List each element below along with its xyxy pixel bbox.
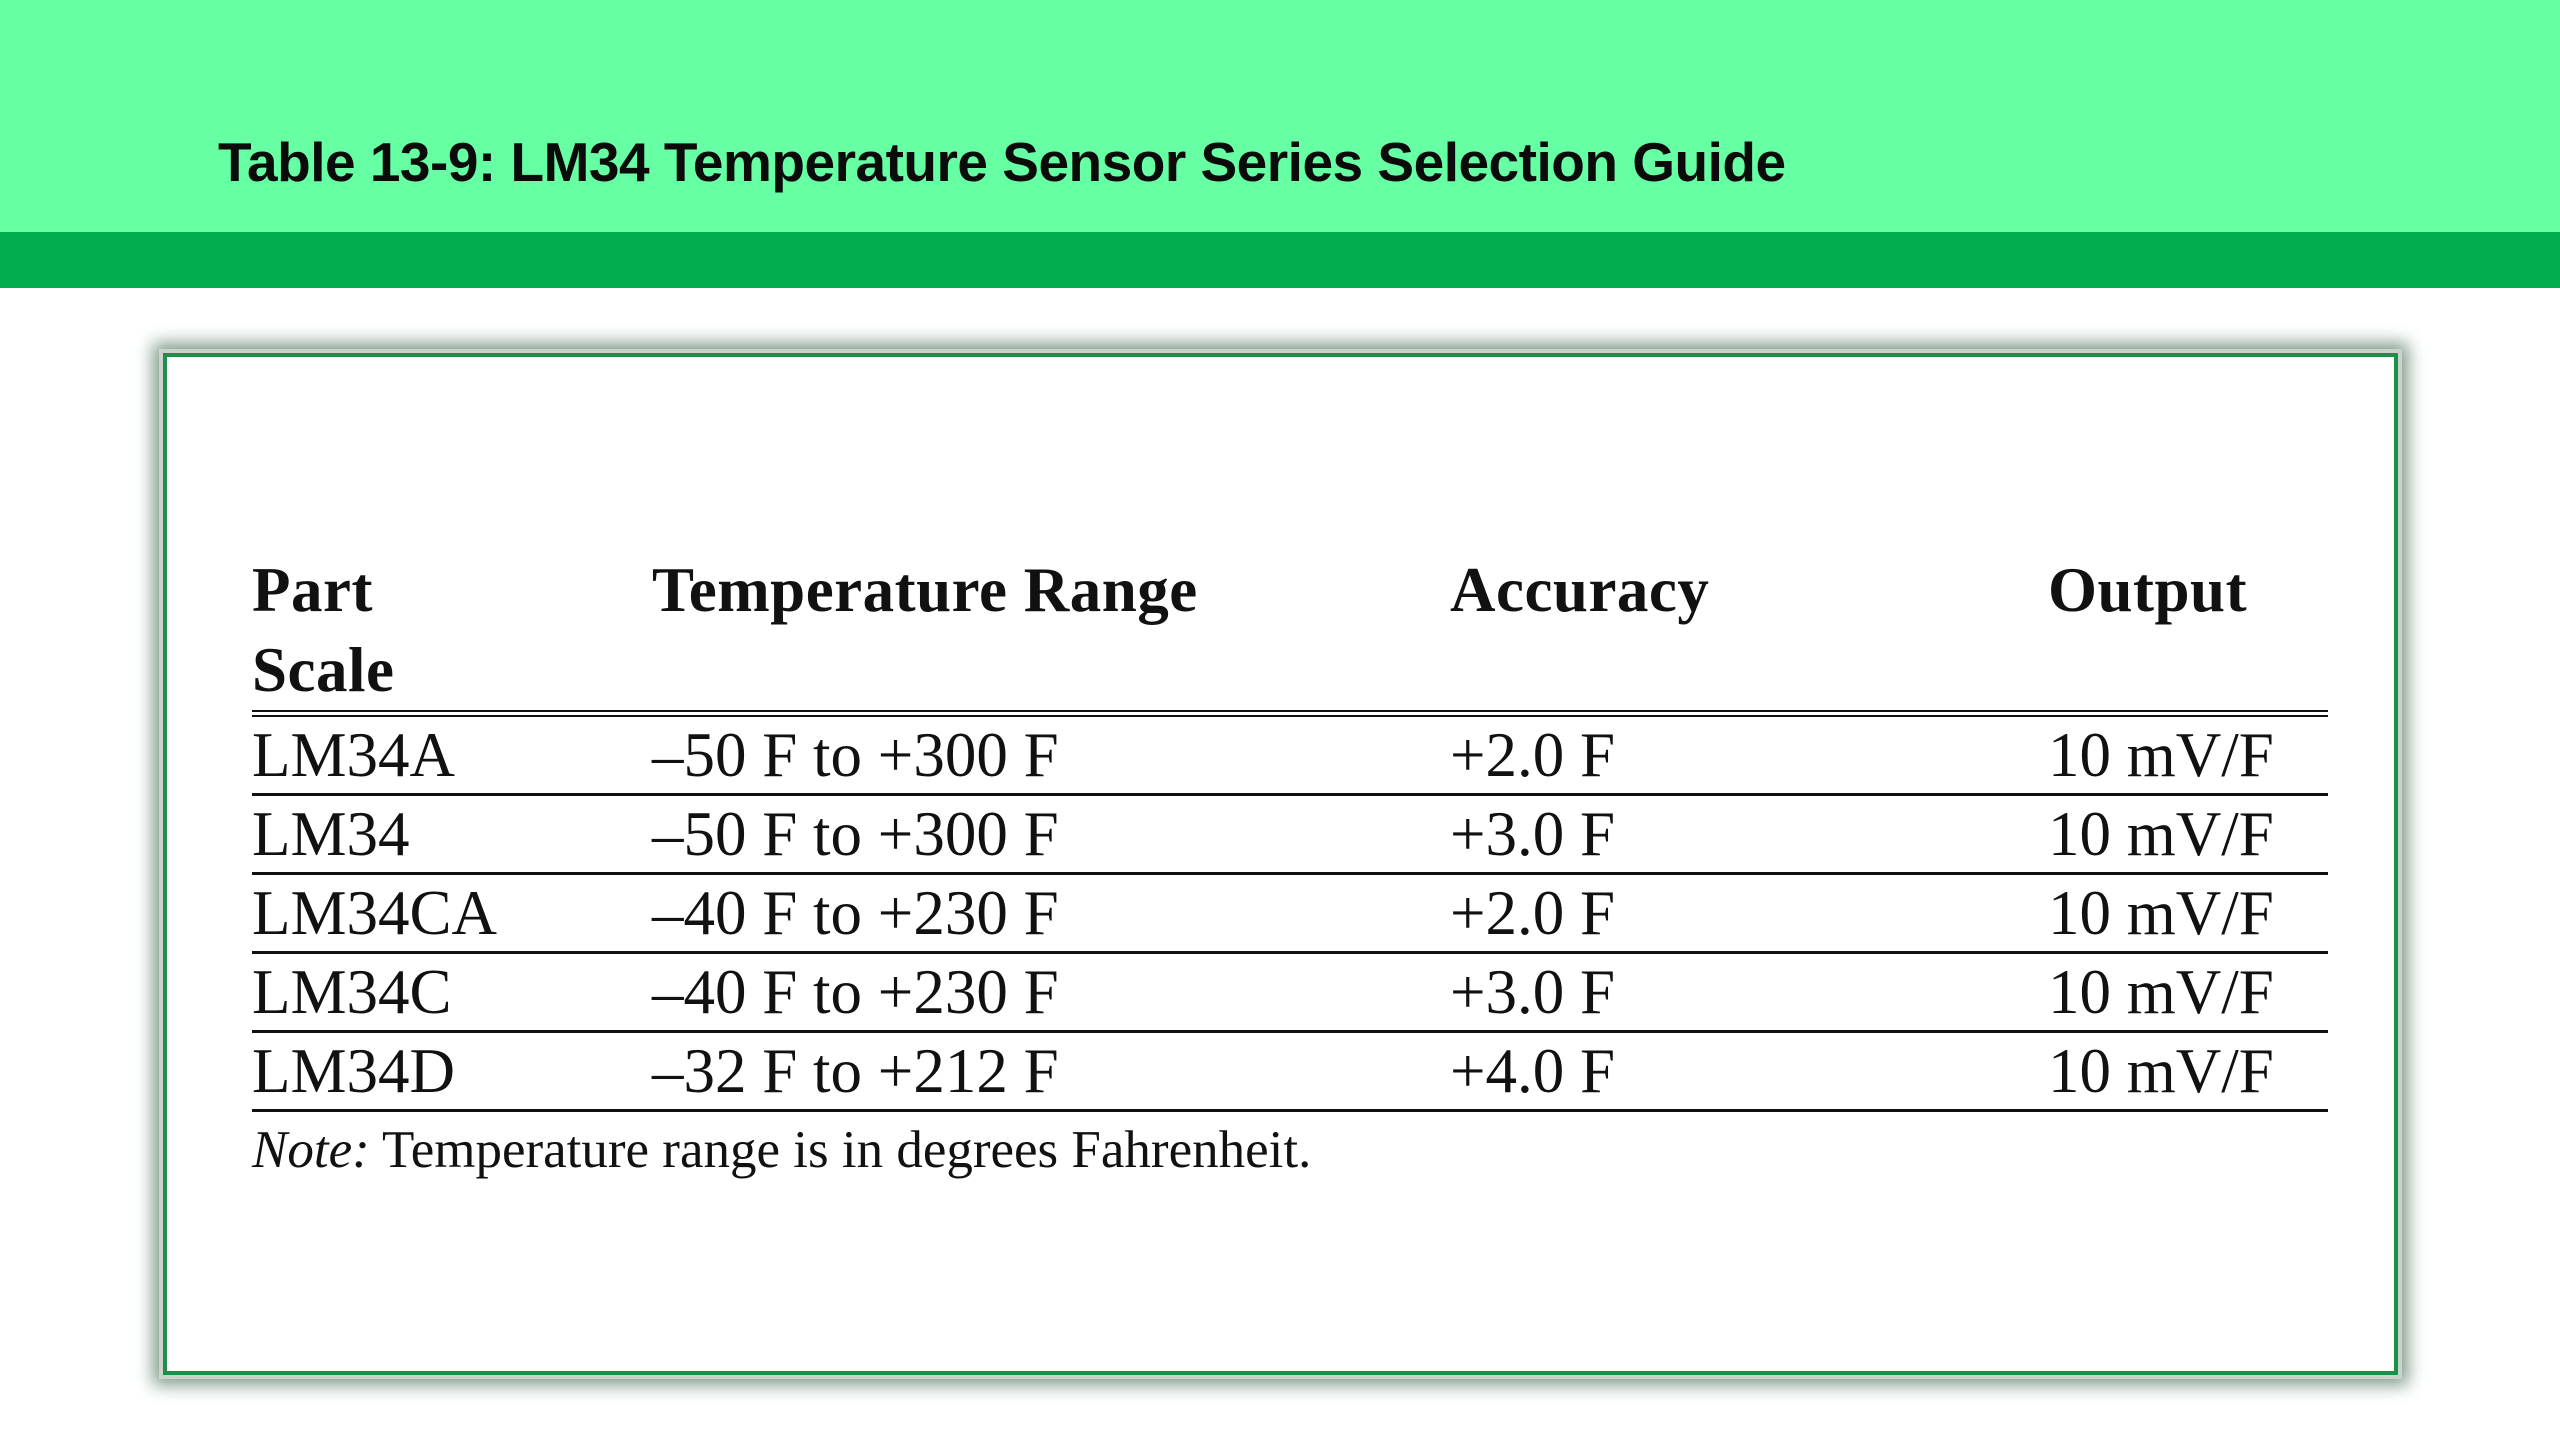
selection-table: [252, 550, 2328, 1112]
page-title: Table 13-9: LM34 Temperature Sensor Series Selection Guide: [218, 131, 1786, 193]
header-output: Output: [2048, 555, 2248, 625]
header-stripe: [0, 232, 2560, 288]
cell-range: –32 F to +212 F: [652, 1032, 1450, 1111]
cell-part: LM34D: [252, 1032, 652, 1111]
cell-range: –40 F to +230 F: [652, 874, 1450, 953]
header-accuracy: Accuracy: [1450, 555, 1710, 625]
note-text: Temperature range is in degrees Fahrenheit.: [369, 1121, 1312, 1179]
cell-output: 10 mV/F: [2048, 953, 2328, 1032]
cell-accuracy: +3.0 F: [1450, 953, 2048, 1032]
cell-accuracy: +4.0 F: [1450, 1032, 2048, 1111]
cell-range: –50 F to +300 F: [652, 795, 1450, 874]
header-band: [0, 0, 2560, 232]
table-row: [252, 714, 2328, 795]
table-row: [252, 1032, 2328, 1111]
header-temperature-range: Temperature Range: [652, 555, 1198, 625]
cell-accuracy: +3.0 F: [1450, 795, 2048, 874]
cell-part: LM34: [252, 795, 652, 874]
note-label: Note:: [252, 1121, 370, 1179]
header-part-line1: Part: [252, 555, 373, 625]
header-part-scale: [252, 550, 652, 714]
cell-output: 10 mV/F: [2048, 714, 2328, 795]
table-row: [252, 953, 2328, 1032]
table-row: [252, 874, 2328, 953]
cell-part: LM34C: [252, 953, 652, 1032]
table-row: [252, 795, 2328, 874]
cell-range: –50 F to +300 F: [652, 714, 1450, 795]
header-part-line2: Scale: [252, 635, 395, 705]
cell-range: –40 F to +230 F: [652, 953, 1450, 1032]
cell-output: 10 mV/F: [2048, 874, 2328, 953]
cell-part: LM34A: [252, 714, 652, 795]
table-header-row: [252, 550, 2328, 714]
cell-accuracy: +2.0 F: [1450, 874, 2048, 953]
cell-accuracy: +2.0 F: [1450, 714, 2048, 795]
cell-output: 10 mV/F: [2048, 1032, 2328, 1111]
cell-output: 10 mV/F: [2048, 795, 2328, 874]
table-note: [252, 1120, 1311, 1180]
cell-part: LM34CA: [252, 874, 652, 953]
